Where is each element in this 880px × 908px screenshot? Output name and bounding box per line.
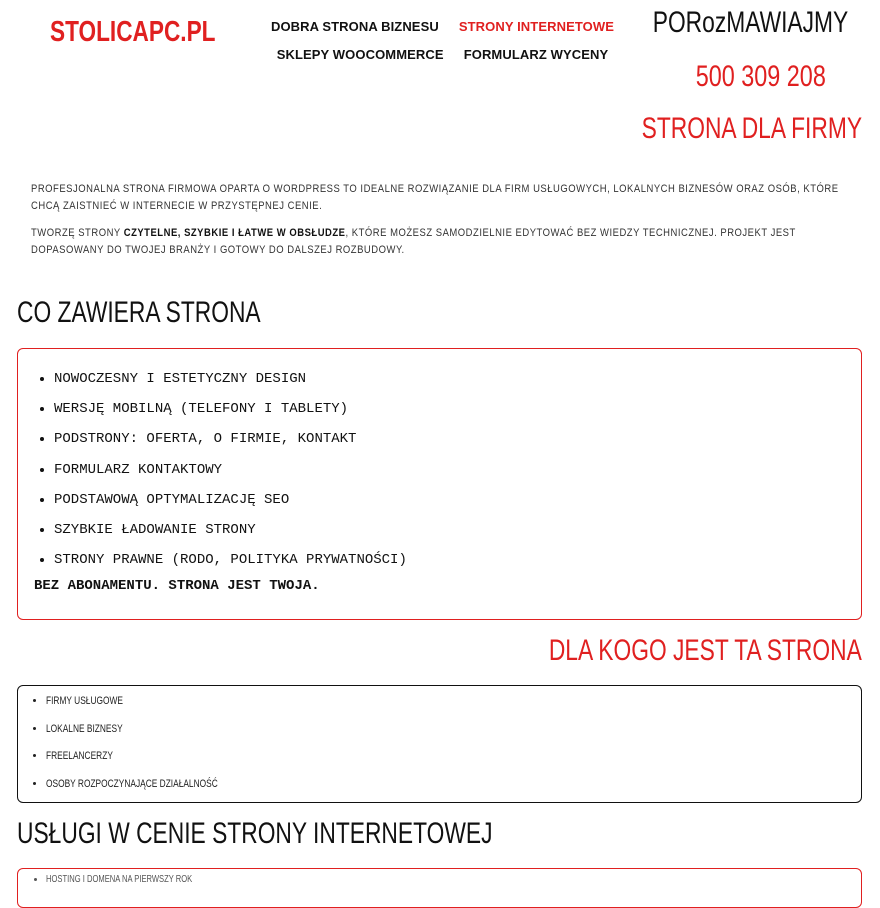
contact-heading: PORozMAWIAJMY xyxy=(652,6,848,39)
intro-p2-bold: CZYTELNE, SZYBKIE I ŁATWE W OBSŁUDZE xyxy=(123,227,346,239)
intro-paragraph-1: PROFESJONALNA STRONA FIRMOWA OPARTA O WORDPRESS TO IDEALNE ROZWIĄZANIE DLA FIRM USŁUGOWYCH, LOKALNYCH BIZNESÓW ORAZ OSÓB, KTÓRE CHCĄ ZAISTNIEĆ W INTERNECIE W PRZYSTĘPNEJ CENIE. xyxy=(31,183,839,212)
services-list xyxy=(18,869,861,887)
features-list xyxy=(18,349,861,578)
site-logo[interactable]: STOLICAPC.PL xyxy=(50,16,216,48)
intro-text xyxy=(31,181,861,269)
audience-list xyxy=(18,686,861,802)
features-heading: CO ZAWIERA STRONA xyxy=(17,296,261,329)
list-item-label: FREELANCERZY xyxy=(46,750,113,762)
list-item-label: OSOBY ROZPOCZYNAJĄCE DZIAŁALNOŚĆ xyxy=(46,777,218,790)
list-item: • SZYBKIE ŁADOWANIE STRONY xyxy=(54,518,861,548)
phone-number-link[interactable]: 500 309 208 xyxy=(695,60,826,93)
list-item: • WERSJĘ MOBILNĄ (TELEFONY I TABLETY) xyxy=(54,397,861,427)
list-item: • PODSTAWOWĄ OPTYMALIZACJĘ SEO xyxy=(54,488,861,518)
list-item-label: FIRMY USŁUGOWE xyxy=(46,695,123,707)
nav-item-formularz-wyceny[interactable]: FORMULARZ WYCENY xyxy=(463,46,609,62)
list-item: • NOWOCZESNY I ESTETYCZNY DESIGN xyxy=(54,367,861,397)
features-note: BEZ ABONAMENTU. STRONA JEST TWOJA. xyxy=(34,578,320,595)
audience-heading: DLA KOGO JEST TA STRONA xyxy=(549,634,862,667)
list-item xyxy=(46,775,861,803)
list-item xyxy=(46,720,861,748)
main-nav xyxy=(270,12,615,68)
intro-p2-start: TWORZĘ STRONY xyxy=(31,227,124,239)
list-item xyxy=(46,692,861,720)
intro-paragraph-2 xyxy=(31,225,865,259)
features-box xyxy=(17,348,862,620)
nav-item-strony-internetowe[interactable]: STRONY INTERNETOWE xyxy=(458,18,615,34)
audience-box xyxy=(17,685,862,803)
nav-item-dobra-strona-biznesu[interactable]: DOBRA STRONA BIZNESU xyxy=(270,18,439,34)
list-item xyxy=(46,873,861,887)
page-title: STRONA DLA FIRMY xyxy=(641,112,862,145)
list-item-label: LOKALNE BIZNESY xyxy=(46,722,123,735)
list-item: • FORMULARZ KONTAKTOWY xyxy=(54,458,861,488)
list-item: • STRONY PRAWNE (RODO, POLITYKA PRYWATNOŚCI) xyxy=(54,548,861,578)
services-box xyxy=(17,868,862,908)
intro-p2-end: , KTÓRE MOŻESZ SAMODZIELNIE EDYTOWAĆ BEZ WIEDZY TECHNICZNEJ. PROJEKT JEST DOPASOWANY DO TWOJEJ BRANŻY I GOTOWY DO DALSZEJ ROZBUDOWY. xyxy=(31,227,796,256)
list-item xyxy=(46,747,861,775)
services-heading: USŁUGI W CENIE STRONY INTERNETOWEJ xyxy=(17,817,493,850)
list-item-label: HOSTING I DOMENA NA PIERWSZY ROK xyxy=(46,874,193,885)
nav-item-sklepy-woocommerce[interactable]: SKLEPY WOOCOMMERCE xyxy=(276,46,444,62)
list-item: • PODSTRONY: OFERTA, O FIRMIE, KONTAKT xyxy=(54,427,861,457)
